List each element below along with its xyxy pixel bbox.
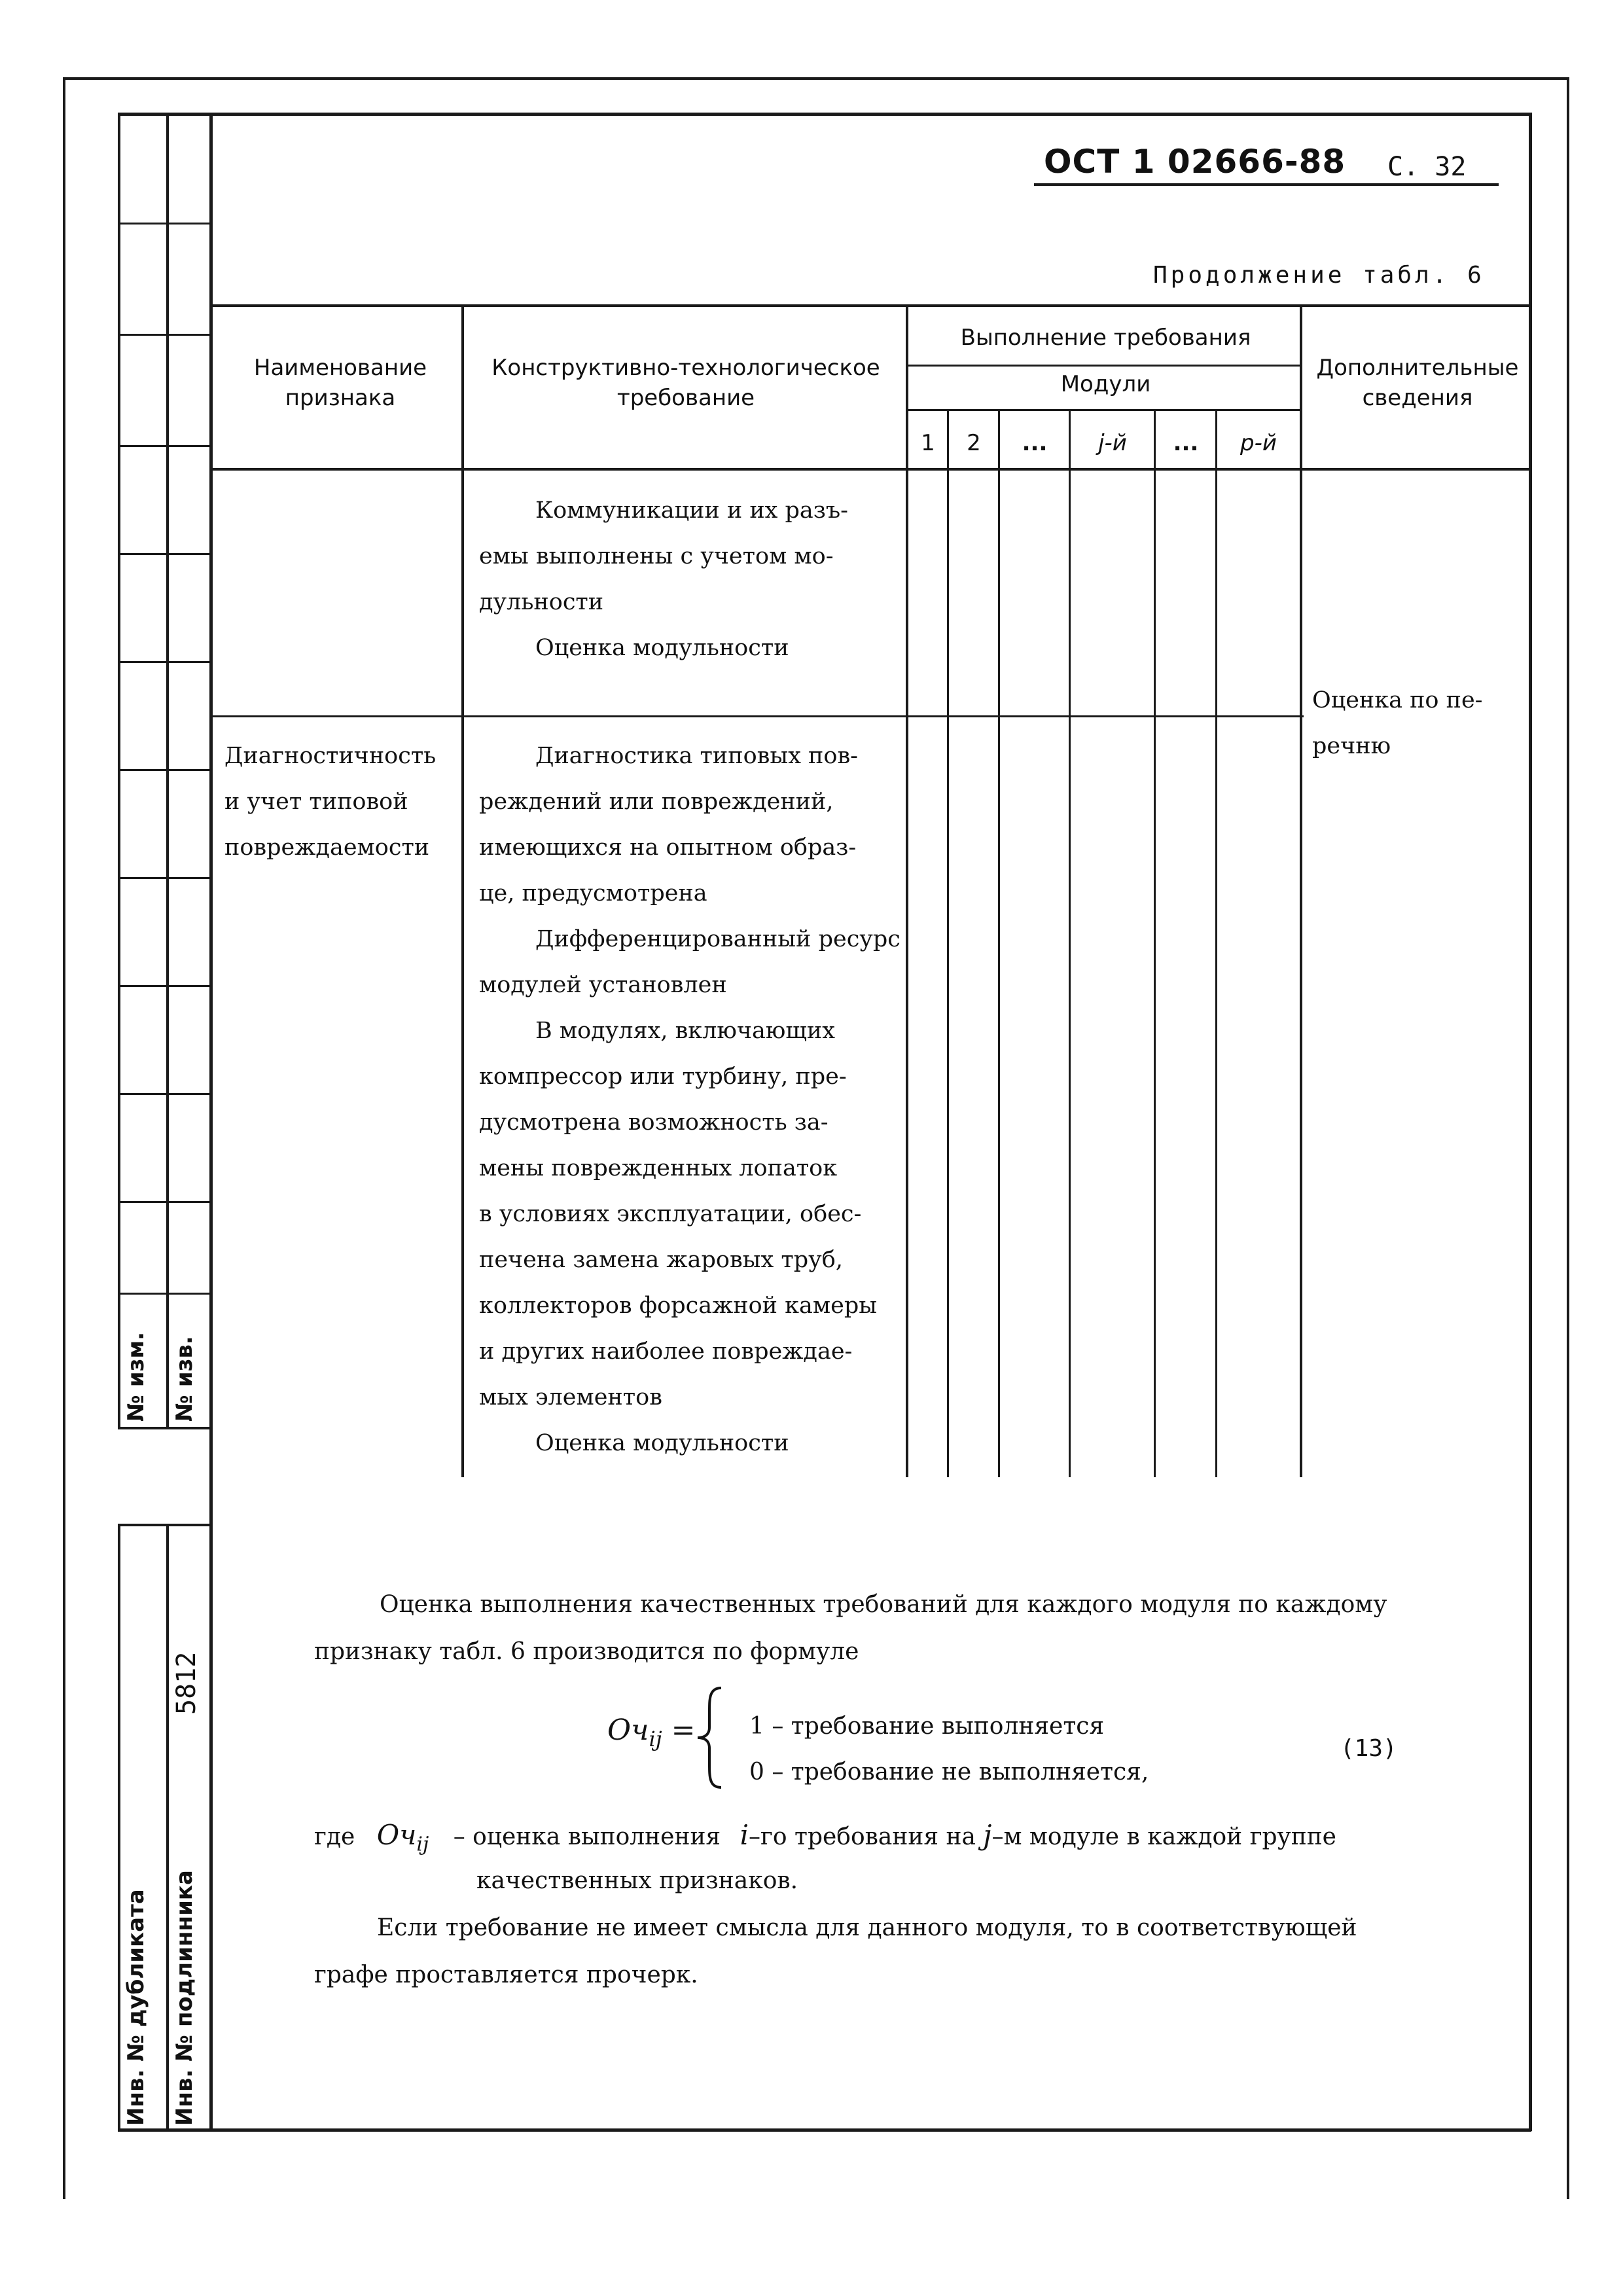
margin-tick (118, 769, 213, 771)
doc-code: ОСТ 1 02666-88 (1044, 143, 1346, 181)
row2-req-line: Дифференцированный ресурс (535, 926, 901, 952)
formula-case-1: 1 – требование выполняется (749, 1713, 1105, 1740)
formula-case-2: 0 – требование не выполняется, (749, 1759, 1149, 1785)
table-continuation: Продолжение табл. 6 (1153, 262, 1485, 289)
paragraph-1 (314, 1581, 1505, 1676)
formula-lhs (607, 1713, 695, 1751)
additional-line: Оценка по пе- (1312, 687, 1483, 713)
row2-req-line: В модулях, включающих (535, 1018, 835, 1044)
frame-top (118, 113, 1531, 116)
header-additional: Дополнительные сведения (1316, 355, 1519, 411)
row1-req-line: Оценка модульности (535, 635, 789, 661)
margin-tick (118, 985, 213, 987)
margin-col-line-4 (166, 1524, 169, 2131)
row2-req-line: и других наиболее повреждае- (479, 1338, 853, 1365)
col-line-name (461, 304, 464, 1477)
formula-number: (13) (1340, 1735, 1397, 1762)
margin-tick (118, 223, 213, 224)
col-line-m3 (1069, 409, 1071, 1477)
row1-additional (1312, 677, 1528, 769)
where-text-c: –м модуле в каждой группе (991, 1823, 1336, 1850)
table-top (209, 304, 1531, 307)
col-line-m1 (947, 409, 949, 1477)
row1-req-line: дульности (479, 589, 604, 615)
margin-tick (118, 553, 213, 555)
para2-line2: графе проставляется прочерк. (314, 1962, 698, 1988)
where-text-b: –го требования на (749, 1823, 976, 1850)
row2-req-line: печена замена жаровых труб, (479, 1247, 843, 1273)
margin-label-izm: № изм. (123, 1331, 149, 1422)
margin-tick (118, 661, 213, 663)
where-text-a: – оценка выполнения (453, 1823, 721, 1850)
frame-left (209, 115, 213, 2131)
header-requirement: Конструктивно-технологическое требование (491, 355, 880, 411)
frame-bottom (118, 2128, 1531, 2132)
row2-req-line: Диагностика типовых пов- (535, 743, 858, 769)
margin-tick (118, 334, 213, 336)
col-line-req (906, 304, 908, 1477)
module-col-5: ... (1173, 430, 1199, 456)
row2-requirement (479, 733, 904, 1466)
row2-req-line: Оценка модульности (535, 1430, 789, 1456)
margin-label-izv: № изв. (171, 1336, 198, 1422)
margin-tick (118, 1093, 213, 1095)
formula-subscript: ij (649, 1726, 662, 1751)
row2-name-line: и учет типовой (224, 789, 408, 815)
row1-req-line: емы выполнены с учетом мо- (479, 543, 834, 569)
row2-req-line: имеющихся на опытном образ- (479, 834, 857, 861)
row2-name (224, 733, 460, 870)
table-header-bottom (209, 468, 1531, 471)
module-col-j: j-й (1098, 430, 1127, 456)
row2-name-line: Диагностичность (224, 743, 437, 769)
row2-req-line: мых элементов (479, 1384, 662, 1410)
module-col-1: 1 (921, 430, 935, 456)
exec-sub-line (906, 365, 1300, 367)
para2-line1: Если требование не имеет смысла для данного модуля, то в соответствующей (377, 1914, 1357, 1941)
where-sub: ij (416, 1833, 429, 1856)
where-symbol (376, 1819, 429, 1856)
margin-upper-box-bottom (118, 1427, 213, 1429)
outer-top-border (63, 77, 1569, 80)
where-i: i (740, 1819, 749, 1851)
paragraph-2 (314, 1905, 1505, 1999)
para1-line1: Оценка выполнения качественных требований для каждого модуля по каждому (380, 1591, 1387, 1618)
formula-brace (695, 1685, 728, 1790)
frame-right (1529, 113, 1532, 2131)
margin-bottom-box-top (118, 1524, 213, 1526)
where-sym: Оч (376, 1819, 417, 1851)
margin-tick (118, 877, 213, 879)
row1-req-line: Коммуникации и их разъ- (535, 497, 848, 524)
margin-podl-number: 5812 (171, 1651, 202, 1715)
margin-label-podl: Инв. № подлинника (171, 1870, 198, 2126)
additional-line: речню (1312, 733, 1391, 759)
header-modules: Модули (1060, 371, 1151, 397)
where-j: j (983, 1819, 992, 1851)
row2-req-line: модулей установлен (479, 972, 727, 998)
row2-req-line: компрессор или турбину, пре- (479, 1064, 847, 1090)
formula-equals: = (671, 1713, 696, 1747)
module-col-2: 2 (967, 430, 981, 456)
row2-req-line: в условиях эксплуатации, обес- (479, 1201, 862, 1227)
header-name: Наименование признака (253, 355, 427, 411)
margin-col-line-3 (118, 1524, 120, 2131)
col-line-m2 (998, 409, 1000, 1477)
row2-name-line: повреждаемости (224, 834, 430, 861)
para1-line2: признаку табл. 6 производится по формуле (314, 1638, 859, 1665)
margin-tick (118, 1201, 213, 1203)
col-line-add (1300, 304, 1302, 1477)
margin-tick (118, 1293, 213, 1295)
where-line-2: качественных признаков. (476, 1867, 798, 1894)
margin-tick (118, 445, 213, 447)
row1-requirement (479, 488, 904, 671)
row2-req-line: це, предусмотрена (479, 880, 707, 906)
module-col-p: p-й (1240, 430, 1277, 456)
where-prefix: где (314, 1823, 355, 1850)
doc-code-underline (1034, 183, 1499, 186)
margin-label-dubl: Инв. № дубликата (123, 1889, 149, 2126)
row2-req-line: мены поврежденных лопаток (479, 1155, 838, 1181)
header-execution: Выполнение требования (960, 325, 1251, 351)
outer-left-border (63, 77, 65, 2199)
page-number: С. 32 (1387, 152, 1467, 182)
outer-right-border (1567, 77, 1569, 2199)
col-line-m5 (1215, 409, 1217, 1477)
formula-symbol: Оч (607, 1713, 649, 1747)
row-divider (209, 715, 1304, 717)
modules-sub-line (906, 409, 1300, 411)
module-col-3: ... (1022, 430, 1048, 456)
row2-req-line: коллекторов форсажной камеры (479, 1293, 878, 1319)
row2-req-line: реждений или повреждений, (479, 789, 834, 815)
row2-req-line: дусмотрена возможность за- (479, 1109, 829, 1136)
col-line-m4 (1154, 409, 1156, 1477)
